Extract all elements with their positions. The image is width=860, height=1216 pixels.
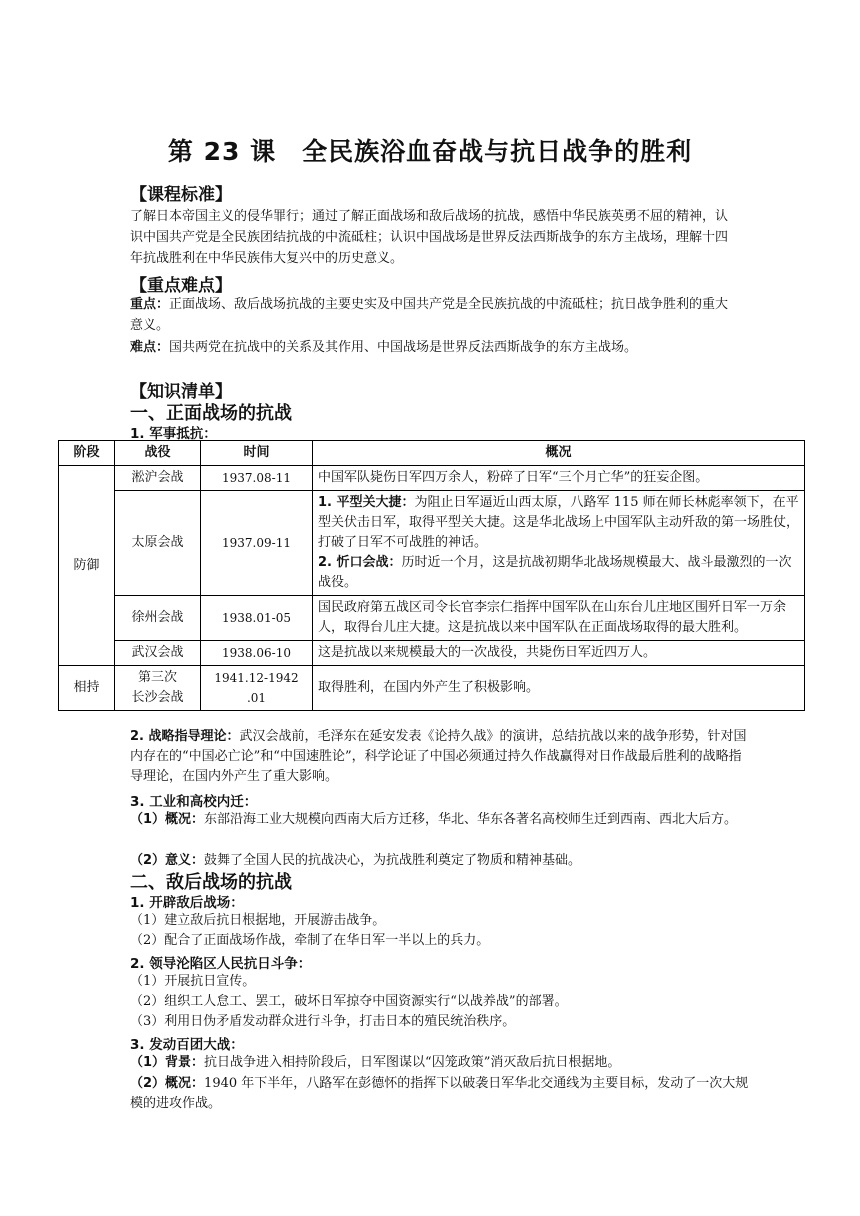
header-stage: 阶段 — [59, 441, 115, 466]
summary-cell: 中国军队毙伤日军四万余人，粉碎了日军“三个月亡华”的狂妄企图。 — [313, 466, 805, 491]
time-cell: 1937.09-11 — [201, 491, 313, 596]
knowledge-heading: 【知识清单】 — [130, 382, 232, 402]
time-cell — [201, 666, 313, 711]
battle-line-1: 第三次 — [137, 670, 177, 685]
stage-cell: 防御 — [59, 466, 115, 666]
pingxingguan-label: 1. 平型关大捷： — [318, 495, 415, 510]
key-label: 重点： — [130, 297, 170, 312]
table-header-row — [59, 441, 805, 466]
time-cell: 1938.01-05 — [201, 596, 313, 641]
strategy-text: 武汉会战前，毛泽东在延安发表《论持久战》的演讲，总结抗战以来的战争形势，针对国内存在的“中国必亡论”和“中国速胜论”，科学论证了中国必须通过持久作战赢得对日作战最后胜利的战略指导理论，在国内外产生了重大影响。 — [130, 729, 747, 784]
summary-cell: 国民政府第五战区司令长官李宗仁指挥中国军队在山东台儿庄地区围歼日军一万余人，取得台儿庄大捷。这是抗战以来中国军队在正面战场取得的最大胜利。 — [313, 596, 805, 641]
battle-cell: 太原会战 — [115, 491, 201, 596]
list-item: （2）配合了正面战场作战，牵制了在华日军一半以上的兵力。 — [130, 933, 490, 948]
header-time: 时间 — [201, 441, 313, 466]
header-summary: 概况 — [313, 441, 805, 466]
subsection-relocation: 3. 工业和高校内迁： — [130, 794, 258, 810]
battle-cell: 淞沪会战 — [115, 466, 201, 491]
table-row — [59, 596, 805, 641]
subsection-occupied-struggle: 2. 领导沦陷区人民抗日斗争： — [130, 956, 312, 972]
list-item: （3）利用日伪矛盾发动群众进行斗争，打击日本的殖民统治秩序。 — [130, 1014, 516, 1029]
subsection-military: 1. 军事抵抗： — [130, 426, 217, 442]
table-row — [59, 491, 805, 596]
battle-table — [58, 440, 805, 711]
pingxingguan-text: 为阻止日军逼近山西太原，八路军 115 师在师长林彪率领下，在平型关伏击日军，取得平型关大捷。这是华北战场上中国军队主动歼敌的第一场胜仗，打破了日军不可战胜的神话。 — [318, 495, 800, 550]
subsection-open-front: 1. 开辟敌后战场： — [130, 895, 244, 911]
difficulty-text: 国共两党在抗战中的关系及其作用、中国战场是世界反法西斯战争的东方主战场。 — [169, 340, 638, 355]
relocation-significance-label: （2）意义： — [130, 853, 205, 868]
background-label: （1）背景： — [130, 1055, 205, 1070]
table-row — [59, 466, 805, 491]
xinkou-text: 历时近一个月，这是抗战初期华北战场规模最大、战斗最激烈的一次战役。 — [318, 555, 792, 590]
key-point-paragraph — [130, 294, 740, 336]
section-behind-lines: 二、敌后战场的抗战 — [130, 872, 292, 893]
battle-cell: 徐州会战 — [115, 596, 201, 641]
section-frontline: 一、正面战场的抗战 — [130, 403, 292, 424]
overview-text: 1940 年下半年，八路军在彭德怀的指挥下以破袭日军华北交通线为主要目标，发动了一次大规模的进攻作战。 — [130, 1076, 749, 1111]
background-text: 抗日战争进入相持阶段后，日军图谋以“囚笼政策”消灭敌后抗日根据地。 — [204, 1055, 621, 1070]
xinkou-label: 2. 忻口会战： — [318, 555, 402, 570]
time-line-1: 1941.12-1942 — [214, 671, 299, 685]
key-text: 正面战场、敌后战场抗战的主要史实及中国共产党是全民族抗战的中流砥柱；抗日战争胜利的重大意义。 — [130, 297, 729, 333]
hundred-regiments-background — [130, 1053, 750, 1073]
list-item: （2）组织工人怠工、罢工，破坏日军掠夺中国资源实行“以战养战”的部署。 — [130, 994, 568, 1009]
battle-line-2: 长沙会战 — [131, 690, 184, 705]
time-line-2: .01 — [246, 691, 267, 705]
summary-cell: 取得胜利，在国内外产生了积极影响。 — [313, 666, 805, 711]
curriculum-text: 了解日本帝国主义的侵华罪行；通过了解正面战场和敌后战场的抗战，感悟中华民族英勇不屈的精神，认识中国共产党是全民族团结抗战的中流砥柱；认识中国战场是世界反法西斯战争的东方主战场，理解十四年抗战胜利在中华民族伟大复兴中的历史意义。 — [130, 209, 729, 266]
stage-cell: 相持 — [59, 666, 115, 711]
summary-cell — [313, 491, 805, 596]
overview-label: （2）概况： — [130, 1076, 205, 1091]
time-cell: 1938.06-10 — [201, 641, 313, 666]
battle-cell — [115, 666, 201, 711]
page-title: 第 23 课 全民族浴血奋战与抗日战争的胜利 — [167, 137, 693, 166]
summary-cell: 这是抗战以来规模最大的一次战役，共毙伤日军近四万人。 — [313, 641, 805, 666]
difficulty-paragraph — [130, 337, 740, 358]
hundred-regiments-overview — [130, 1074, 750, 1114]
curriculum-heading: 【课程标准】 — [130, 185, 232, 205]
battle-cell: 武汉会战 — [115, 641, 201, 666]
difficulty-label: 难点： — [130, 340, 170, 355]
time-cell: 1937.08-11 — [201, 466, 313, 491]
key-points-heading: 【重点难点】 — [130, 276, 232, 296]
subsection-hundred-regiments: 3. 发动百团大战： — [130, 1037, 244, 1053]
list-item: （1）建立敌后抗日根据地，开展游击战争。 — [130, 913, 386, 928]
list-item: （1）开展抗日宣传。 — [130, 974, 256, 989]
strategy-paragraph — [130, 727, 750, 787]
relocation-overview — [130, 810, 750, 830]
strategy-label: 2. 战略指导理论： — [130, 729, 240, 744]
relocation-overview-label: （1）概况： — [130, 812, 205, 827]
relocation-significance-text: 鼓舞了全国人民的抗战决心，为抗战胜利奠定了物质和精神基础。 — [204, 853, 582, 868]
table-row — [59, 666, 805, 711]
table-row — [59, 641, 805, 666]
relocation-overview-text: 东部沿海工业大规模向西南大后方迁移，华北、华东各著名高校师生迁到西南、西北大后方。 — [204, 812, 738, 827]
header-battle: 战役 — [115, 441, 201, 466]
